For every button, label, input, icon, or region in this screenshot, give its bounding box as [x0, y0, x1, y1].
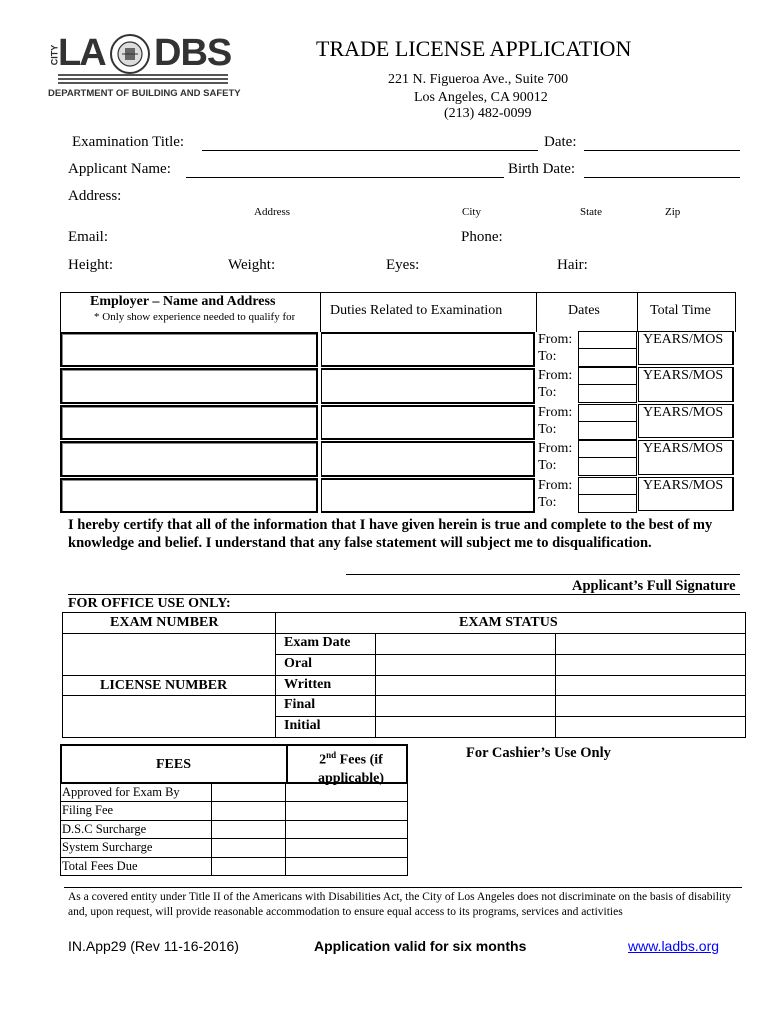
form-id: IN.App29 (Rev 11-16-2016) [68, 938, 239, 954]
from-label: From: [538, 441, 573, 457]
fee-row-label [60, 784, 212, 802]
fee-row-text: D.S.C Surcharge [62, 821, 147, 836]
exam-status-input[interactable] [556, 655, 746, 676]
birth-date-input[interactable] [584, 177, 740, 178]
ada-notice: As a covered entity under Title II of the Americans with Disabilities Act, the City of Los Angeles does not discriminate on the basis of disability and, upon request, will provide reasonable accommodation to ensure equal access to its programs, services and activities [68, 891, 732, 918]
exam-status-row-text: Final [284, 697, 316, 713]
logo-la-text: LA [58, 32, 105, 74]
employer-input[interactable] [60, 368, 318, 403]
second-fee-amount-input[interactable] [286, 821, 408, 839]
fee-amount-input[interactable] [212, 784, 286, 802]
form-title: TRADE LICENSE APPLICATION [316, 36, 632, 61]
exam-status-input[interactable] [376, 634, 556, 655]
ladbs-logo [48, 32, 241, 100]
duties-input[interactable] [321, 405, 535, 440]
exam-status-row-label [276, 676, 376, 697]
years-months-label: YEARS/MOS [643, 404, 724, 420]
fee-row-label [60, 839, 212, 857]
fee-row-text: Total Fees Due [62, 858, 138, 873]
second-fee-amount-input[interactable] [286, 784, 408, 802]
address-sublabel: Address [254, 206, 291, 218]
exam-title-label: Examination Title: [72, 134, 185, 150]
fee-row-text: Filing Fee [62, 803, 114, 818]
exam-status-row-text: Written [284, 676, 332, 692]
city-seal-icon [110, 34, 150, 74]
from-date-input[interactable] [578, 477, 637, 495]
second-fee-amount-input[interactable] [286, 802, 408, 820]
signature-underline [68, 594, 740, 595]
fee-amount-input[interactable] [212, 821, 286, 839]
to-label: To: [538, 385, 557, 401]
fee-row-text: Approved for Exam By [62, 785, 180, 799]
from-date-input[interactable] [578, 367, 637, 385]
fee-row-label [60, 802, 212, 820]
from-label: From: [538, 368, 573, 384]
duties-input[interactable] [321, 441, 535, 476]
license-number-label: LICENSE NUMBER [100, 678, 228, 693]
logo-department-text: DEPARTMENT OF BUILDING AND SAFETY [48, 88, 241, 99]
zip-sublabel: Zip [665, 206, 681, 218]
exam-status-row-text: Oral [284, 655, 312, 671]
exam-status-input[interactable] [376, 717, 556, 738]
to-label: To: [538, 494, 557, 510]
exam-status-input[interactable] [376, 676, 556, 697]
second-fees-number: 2 [319, 752, 327, 768]
from-date-input[interactable] [578, 331, 637, 349]
second-fees-label [296, 746, 406, 788]
from-date-input[interactable] [578, 404, 637, 422]
office-use-table [62, 612, 746, 738]
office-phone: (213) 482-0099 [444, 106, 532, 121]
years-months-label: YEARS/MOS [643, 441, 724, 457]
exam-status-input[interactable] [556, 676, 746, 697]
state-sublabel: State [580, 206, 602, 218]
dates-column-header: Dates [568, 303, 600, 318]
employer-column-header: Employer – Name and Address [90, 294, 276, 309]
eyes-label: Eyes: [386, 257, 420, 273]
exam-status-label: EXAM STATUS [459, 615, 558, 630]
employer-column-note: * Only show experience needed to qualify for [94, 311, 296, 323]
duties-input[interactable] [321, 332, 535, 367]
fees-label: FEES [156, 757, 192, 772]
birth-date-label: Birth Date: [508, 161, 576, 177]
employer-input[interactable] [60, 441, 318, 476]
from-label: From: [538, 477, 573, 493]
to-date-input[interactable] [578, 422, 637, 440]
email-label: Email: [68, 229, 108, 245]
to-date-input[interactable] [578, 385, 637, 403]
fee-row-label [60, 858, 212, 876]
to-label: To: [538, 458, 557, 474]
exam-title-input[interactable] [202, 150, 538, 151]
exam-number-label: EXAM NUMBER [110, 615, 219, 630]
website-link[interactable]: www.ladbs.org [628, 938, 720, 954]
certification-statement: I hereby certify that all of the information that I have given herein is true and complete to the best of my knowledge and belief. I understand that any false statement will subject me to disqualification. [68, 517, 713, 551]
to-date-input[interactable] [578, 458, 637, 476]
office-address-line2: Los Angeles, CA 90012 [414, 90, 548, 105]
date-label: Date: [544, 134, 577, 150]
exam-status-input[interactable] [556, 717, 746, 738]
signature-input[interactable] [346, 574, 740, 575]
exam-status-input[interactable] [376, 696, 556, 717]
employer-input[interactable] [60, 405, 318, 440]
to-date-input[interactable] [578, 495, 637, 513]
exam-status-row-text: Initial [284, 718, 321, 734]
fees-table [60, 744, 410, 884]
exam-number-input[interactable] [62, 634, 276, 676]
duties-input[interactable] [321, 368, 535, 403]
fee-row-text: System Surcharge [62, 840, 153, 855]
from-date-input[interactable] [578, 440, 637, 458]
years-months-label: YEARS/MOS [643, 477, 724, 493]
exam-status-input[interactable] [556, 696, 746, 717]
fee-amount-input[interactable] [212, 839, 286, 857]
fee-row-label [60, 821, 212, 839]
experience-table [60, 292, 736, 514]
exam-status-input[interactable] [376, 655, 556, 676]
logo-stripes [58, 74, 228, 86]
office-address-line1: 221 N. Figueroa Ave., Suite 700 [388, 72, 569, 87]
years-months-label: YEARS/MOS [643, 368, 724, 384]
second-fees-text: Fees (if applicable) [317, 752, 385, 786]
weight-label: Weight: [228, 257, 276, 273]
employer-input[interactable] [60, 332, 318, 367]
fee-amount-input[interactable] [212, 858, 286, 876]
exam-status-row-label [276, 717, 376, 738]
years-months-label: YEARS/MOS [643, 332, 724, 347]
fee-amount-input[interactable] [212, 802, 286, 820]
duties-input[interactable] [321, 478, 535, 513]
to-label: To: [538, 349, 557, 364]
to-label: To: [538, 421, 557, 437]
from-label: From: [538, 332, 573, 347]
second-fee-amount-input[interactable] [286, 858, 408, 876]
exam-status-input[interactable] [556, 634, 746, 655]
exam-status-row-text: Exam Date [284, 635, 351, 650]
city-sublabel: City [462, 206, 481, 218]
phone-label: Phone: [461, 229, 503, 245]
duties-column-header: Duties Related to Examination [330, 303, 503, 318]
cashier-use-label: For Cashier’s Use Only [466, 745, 611, 761]
height-label: Height: [68, 257, 113, 273]
date-input[interactable] [584, 150, 740, 151]
employer-input[interactable] [60, 478, 318, 513]
applicant-name-label: Applicant Name: [68, 161, 171, 177]
hair-label: Hair: [557, 257, 588, 273]
address-label: Address: [68, 188, 122, 204]
total-column-header: Total Time [650, 303, 711, 318]
exam-status-row-label [276, 655, 376, 676]
from-label: From: [538, 404, 573, 420]
license-number-input[interactable] [62, 696, 276, 738]
logo-dbs-text: DBS [154, 32, 232, 74]
exam-status-row-label [276, 696, 376, 717]
to-date-input[interactable] [578, 349, 637, 367]
validity-notice: Application valid for six months [314, 938, 527, 954]
second-fees-suffix: nd [326, 750, 337, 760]
exam-status-row-label [276, 634, 376, 655]
logo-city-text: CITY [49, 44, 60, 66]
office-use-heading: FOR OFFICE USE ONLY: [68, 596, 231, 611]
second-fee-amount-input[interactable] [286, 839, 408, 857]
footer-divider [64, 887, 742, 888]
applicant-name-input[interactable] [186, 177, 504, 178]
signature-label: Applicant’s Full Signature [572, 578, 736, 594]
